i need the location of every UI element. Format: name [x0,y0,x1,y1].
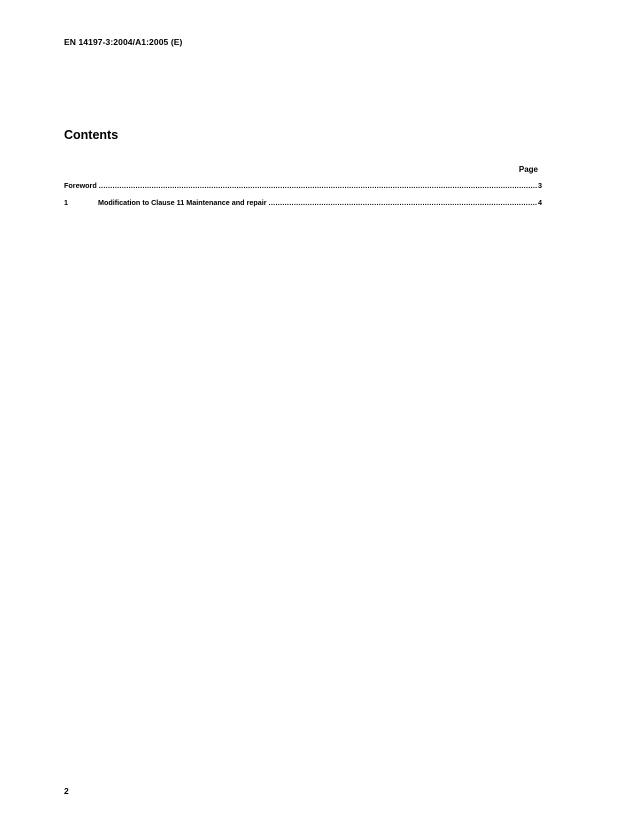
toc-entry-foreword[interactable] [64,181,542,193]
toc-dot-leader [99,181,537,190]
contents-heading: Contents [64,128,119,142]
toc-entry-title: Modification to Clause 11 Maintenance and repair [98,198,267,207]
page-column-label: Page [518,165,538,174]
toc-entry-page: 3 [538,181,542,190]
page-number: 2 [64,786,69,796]
document-header: EN 14197-3:2004/A1:2005 (E) [64,37,183,47]
toc-entry-title: Foreword [64,181,97,190]
toc-entry-page: 4 [538,198,542,207]
toc-entry-number: 1 [64,198,68,207]
toc-entry-clause-1[interactable] [64,198,542,210]
toc-dot-leader [269,198,537,207]
